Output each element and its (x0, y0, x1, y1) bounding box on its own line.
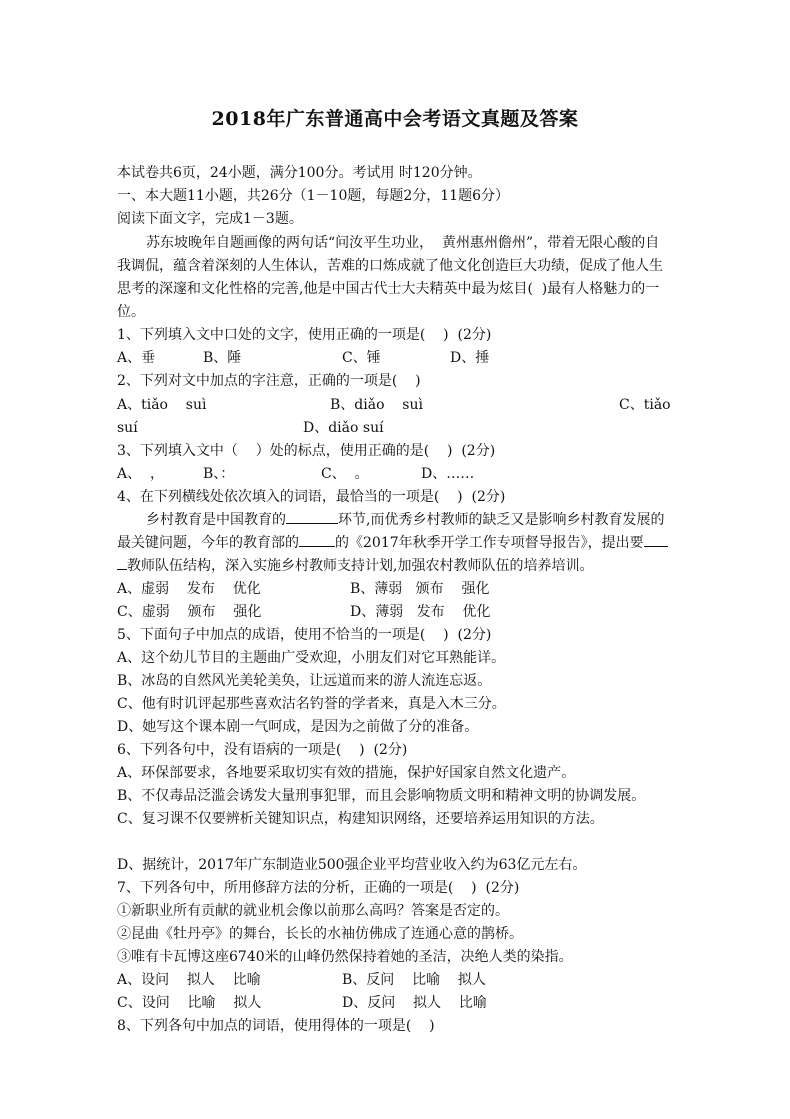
passage-line: 位。 (117, 304, 145, 320)
option-a: A、 ， (117, 466, 165, 482)
reading-instruction: 阅读下面文字，完成1－3题。 (117, 211, 303, 227)
sentence-2: ②昆曲《牡丹亭》的舞台，长长的水袖仿佛成了连通心意的鹊桥。 (117, 926, 523, 942)
option-d: D、diǎo suí (303, 420, 384, 436)
option-a: A、这个幼儿节目的主题曲广受欢迎，小朋友们对它耳熟能详。 (117, 650, 506, 666)
passage-text: 的《2017年秋季开学工作专项督导报告》，提出要 (335, 535, 644, 551)
question-stem: 4、在下列横线处依次填入的词语，最恰当的一项是( ) (2分) (117, 489, 506, 505)
page-title: 2018年广东普通高中会考语文真题及答案 (211, 108, 579, 130)
option-c: C、锤 (342, 350, 381, 366)
passage-line (146, 510, 664, 530)
option-c-continued: suí (117, 420, 138, 436)
exam-instructions: 本试卷共6页，24小题，满分100分。考试用 时120分钟。 (117, 165, 482, 181)
question-stem: 3、下列填入文中（ ）处的标点，使用正确的是( ) (2分) (117, 443, 496, 459)
question-stem: 6、下列各句中，没有语病的一项是( ) (2分) (117, 742, 408, 758)
sentence-1: ①新职业所有贡献的就业机会像以前那么高吗？答案是否定的。 (117, 903, 509, 919)
passage-line (117, 533, 668, 553)
option-b: B、陲 (203, 350, 242, 366)
passage-line: 我调侃，蕴含着深刻的人生体认，苦难的口炼成就了他文化创造巨大功绩，促成了他人生 (117, 258, 663, 274)
option-c: C、 。 (321, 466, 369, 482)
fill-blank (117, 556, 127, 570)
option-c: C、复习课不仅要辨析关键知识点，构建知识网络，还要培养运用知识的方法。 (117, 811, 604, 827)
option-c: C、tiǎo (619, 397, 671, 413)
question-stem: 5、下面句子中加点的成语，使用不恰当的一项是( ) (2分) (117, 627, 492, 643)
option-a: A、环保部要求，各地要采取切实有效的措施，保护好国家自然文化遗产。 (117, 765, 576, 781)
option-a: A、设问 拟人 比喻 (117, 972, 261, 988)
option-b: B、薄弱 颁布 强化 (350, 581, 490, 597)
option-d: D、薄弱 发布 优化 (350, 604, 491, 620)
option-a: A、tiǎo suì (117, 397, 207, 413)
option-b: B、： (203, 466, 235, 482)
section-heading: 一、本大题11小题，共26分（1－10题，每题2分，11题6分） (117, 188, 509, 204)
question-stem: 1、下列填入文中口处的文字，使用正确的一项是( ) (2分) (117, 327, 492, 343)
option-d: D、…… (421, 466, 475, 482)
question-stem: 2、下列对文中加点的字注意，正确的一项是( ) (117, 373, 421, 389)
option-a: A、虚弱 发布 优化 (117, 581, 261, 597)
option-b: B、不仅毒品泛滥会诱发大量刑事犯罪，而且会影响物质文明和精神文明的协调发展。 (117, 788, 646, 804)
option-a: A、垂 (117, 350, 156, 366)
option-d: D、捶 (450, 350, 490, 366)
passage-text: 环节,而优秀乡村教师的缺乏又是影响乡村教育发展的 (338, 512, 665, 528)
option-d: D、她写这个课本剧一气呵成，是因为之前做了分的准备。 (117, 719, 479, 735)
option-b: B、反问 比喻 拟人 (342, 972, 486, 988)
fill-blank (286, 510, 338, 524)
question-stem: 7、下列各句中，所用修辞方法的分析，正确的一项是( ) (2分) (117, 880, 520, 896)
passage-line: 苏东坡晚年自题画像的两句话“问汝平生功业， 黄州惠州儋州”，带着无限心酸的自 (146, 235, 660, 251)
sentence-3: ③唯有卡瓦博这座6740米的山峰仍然保持着她的圣洁，决绝人类的染指。 (117, 949, 573, 965)
fill-blank (644, 533, 668, 547)
passage-text: 乡村教育是中国教育的 (146, 512, 286, 528)
option-d: D、据统计，2017年广东制造业500强企业平均营业收入约为63亿元左右。 (117, 857, 587, 873)
option-c: C、虚弱 颁布 强化 (117, 604, 262, 620)
passage-text: 最关键问题，今年的教育部的 (117, 535, 299, 551)
option-b: B、冰岛的自然风光美轮美奂，让远道而来的游人流连忘返。 (117, 673, 492, 689)
option-d: D、反问 拟人 比喻 (342, 995, 487, 1011)
option-b: B、diǎo suì (330, 397, 423, 413)
passage-line: 思考的深邃和文化性格的完善,他是中国古代士大夫精英中最为炫目( )最有人格魅力的一 (117, 281, 660, 297)
passage-line (117, 556, 593, 576)
option-c: C、他有时讥评起那些喜欢沽名钓誉的学者来，真是入木三分。 (117, 696, 506, 712)
fill-blank (299, 533, 335, 547)
question-stem: 8、下列各句中加点的词语，使用得体的一项是( ) (117, 1018, 435, 1034)
option-c: C、设问 比喻 拟人 (117, 995, 262, 1011)
passage-text: 教师队伍结构，深入实施乡村教师支持计划,加强农村教师队伍的培养培训。 (127, 558, 594, 574)
